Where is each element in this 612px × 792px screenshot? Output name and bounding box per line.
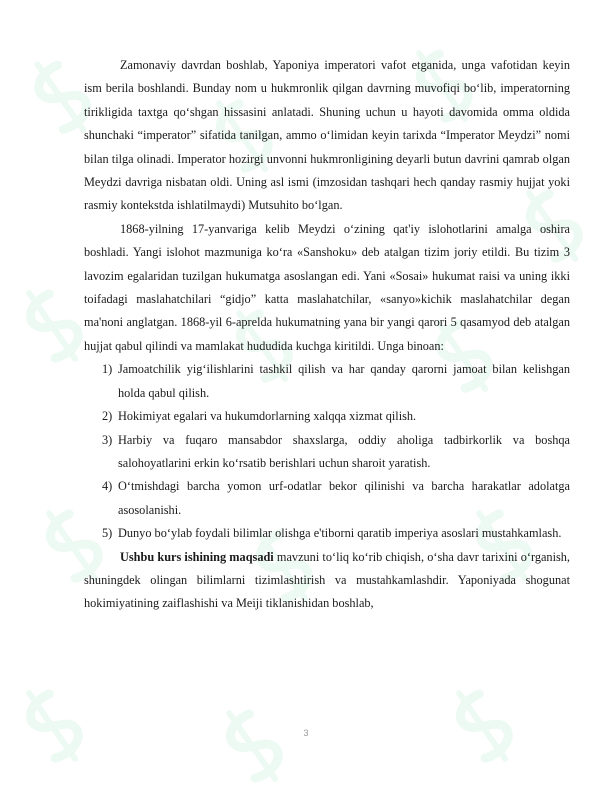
document-body	[84, 54, 570, 616]
list-item-number: 5)	[102, 526, 113, 541]
list-item-number: 1)	[102, 362, 113, 377]
list-item-number: 4)	[102, 479, 113, 494]
list-item	[84, 475, 570, 522]
list-item-text: Dunyo bo‘ylab foydali bilimlar olishga e'tiborni qaratib imperiya asoslari mustahkamlash.	[118, 526, 562, 541]
watermark-mark	[16, 283, 90, 368]
course-goal-heading: Ushbu kurs ishining maqsadi	[120, 549, 274, 564]
list-item-number: 2)	[102, 409, 113, 424]
list-item-text: Hokimiyat egalari va hukumdorlarning xalqqa xizmat qilish.	[118, 409, 417, 424]
watermark-mark	[446, 683, 520, 768]
watermark-mark	[16, 683, 90, 768]
paragraph-reforms: 1868-yilning 17-yanvariga kelib Meydzi o‘zining qat'iy islohotlarini amalga oshira boshladi. Yangi islohot mazmuniga ko‘ra «Sanshoku» deb atalgan tizim joriy etildi. Bu tizim 3 lavozim egalaridan tuzilgan hukumatga asoslangan edi. Yani «Sosai» hukumat raisi va uning ikki toifadagi maslahatchilari “gidjo” katta maslahatchilar, «sanyo»kichik maslahatchilar degan ma'noni anglatgan. 1868-yil 6-aprelda hukumatning yana bir yangi qarori 5 qasamyod deb atalgan hujjat qabul qilindi va mamlakat hududida kuchga kiritildi. Unga binoan:	[84, 221, 570, 353]
list-item-number: 3)	[102, 432, 113, 447]
list-item	[84, 429, 570, 476]
list-item	[84, 405, 570, 428]
page-number: 3	[303, 728, 309, 738]
list-item-text: Jamoatchilik yig‘ilishlarini tashkil qilish va har qanday qarorni jamoat bilan kelishgan holda qabul qilish.	[118, 362, 570, 400]
course-goal-text: mavzuni to‘liq ko‘rib chiqish, o‘sha davr tarixini o‘rganish, shuningdek olingan bilimlarni tizimlashtirish va mustahkamlashdir. Yaponiyada shogunat hokimiyatining zaiflashishi va Meiji tiklanishidan boshlab,	[84, 549, 570, 611]
list-item-text: Harbiy va fuqaro mansabdor shaxslarga, oddiy aholiga tadbirkorlik va boshqa salohoyatlarini erkin ko‘rsatib berishlari uchun sharoit yaratish.	[118, 432, 570, 470]
list-item	[84, 522, 570, 545]
oath-list	[84, 358, 570, 545]
paragraph-course-goal	[84, 546, 570, 616]
paragraph-emperor-name: Zamonaviy davrdan boshlab, Yaponiya imperatori vafot etganida, unga vafotidan keyin ism berila boshlandi. Bunday nom u hukmronlik qilgan davrning muvofiqi bo‘lib, imperatorning tirikligida taxtga qo‘shgan hissasini anlatadi. Shuning uchun u hayoti davomida omma oldida shunchaki “imperator” sifatida tanilgan, ammo o‘limidan keyin tarixda “Imperator Meydzi” nomi bilan tilga olinadi. Imperator hozirgi unvonni hukmronligining deyarli butun davrini qamrab olgan Meydzi davriga nisbatan oldi. Uning asl ismi (imzosidan tashqari hech qanday rasmiy hujjat yoki rasmiy kontekstda ishlatilmaydi) Mutsuhito bo‘lgan.	[84, 58, 570, 213]
list-item-text: O‘tmishdagi barcha yomon urf-odatlar bekor qilinishi va barcha harakatlar adolatga asosolanishi.	[118, 479, 570, 517]
list-item	[84, 358, 570, 405]
watermark-mark	[216, 703, 290, 788]
